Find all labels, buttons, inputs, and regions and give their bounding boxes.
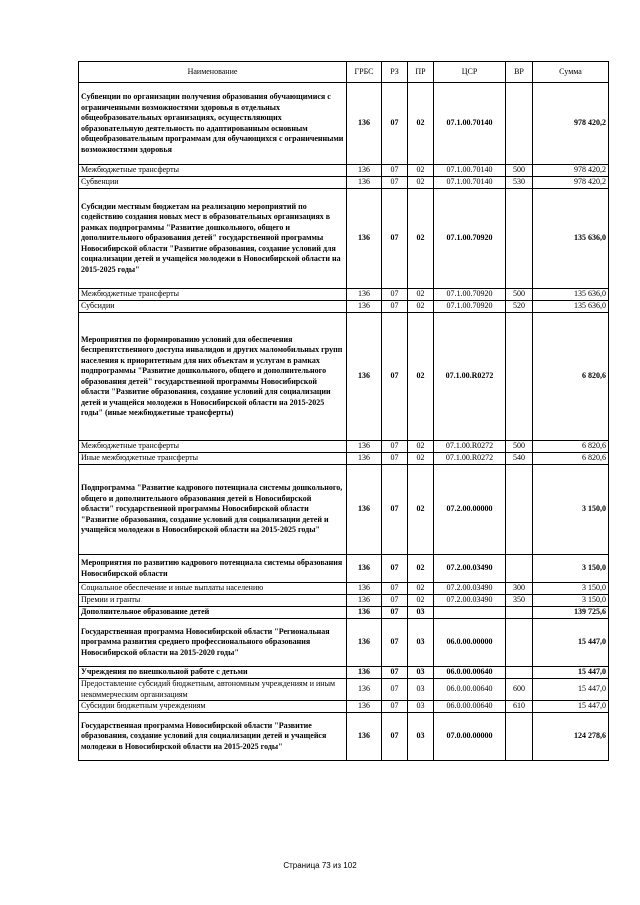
cell-name: Субвенции [79, 177, 347, 189]
cell-csr: 07.2.00.03490 [434, 583, 506, 595]
cell-pr: 02 [408, 301, 434, 313]
cell-name: Субсидии местным бюджетам на реализацию мероприятий по содействию создания новых мест в образовательных организациях в рамках подпрограммы "Развитие дошкольного, общего и дополнительного образования детей" государственной программы Новосибирской области "Развитие образования, создание условий для социализации детей и учащейся молодежи в Новосибирской области на 2015-2025 годы" [79, 189, 347, 289]
header-sum: Сумма [533, 62, 609, 83]
cell-rz: 07 [382, 83, 408, 165]
cell-vr: 520 [506, 301, 533, 313]
cell-vr [506, 555, 533, 583]
cell-sum: 3 150,0 [533, 595, 609, 607]
cell-pr: 02 [408, 313, 434, 441]
header-grbs: ГРБС [347, 62, 382, 83]
cell-vr [506, 713, 533, 761]
cell-rz: 07 [382, 595, 408, 607]
cell-rz: 07 [382, 177, 408, 189]
cell-rz: 07 [382, 441, 408, 453]
cell-vr [506, 465, 533, 555]
cell-grbs: 136 [347, 289, 382, 301]
cell-rz: 07 [382, 465, 408, 555]
cell-csr: 06.0.00.00640 [434, 701, 506, 713]
table-row [79, 453, 609, 465]
cell-pr: 02 [408, 453, 434, 465]
cell-csr: 07.1.00.R0272 [434, 453, 506, 465]
cell-rz: 07 [382, 619, 408, 667]
table-row [79, 465, 609, 555]
cell-sum: 3 150,0 [533, 465, 609, 555]
cell-name: Субвенции по организации получения образования обучающимися с ограниченными возможностями здоровья в отдельных общеобразовательных организациях, осуществляющих образовательную деятельность по адаптированным основным общеобразовательным программам для обучающихся с ограниченными возможностями здоровья [79, 83, 347, 165]
cell-csr: 07.1.00.R0272 [434, 441, 506, 453]
cell-rz: 07 [382, 607, 408, 619]
cell-vr [506, 313, 533, 441]
cell-name: Мероприятия по формированию условий для обеспечения беспрепятственного доступа инвалидов и других маломобильных групп населения к приоритетным для них объектам и услугам в рамках подпрограммы "Развитие дошкольного, общего и дополнительного образования детей" государственной программы Новосибирской области "Развитие образования, создание условий для социализации детей и учащейся молодежи в Новосибирской области на 2015-2025 годы" (иные межбюджетные трансферты) [79, 313, 347, 441]
cell-grbs: 136 [347, 165, 382, 177]
cell-csr: 07.2.00.00000 [434, 465, 506, 555]
cell-rz: 07 [382, 679, 408, 701]
cell-sum: 978 420,2 [533, 177, 609, 189]
cell-pr: 03 [408, 713, 434, 761]
header-pr: ПР [408, 62, 434, 83]
header-name: Наименование [79, 62, 347, 83]
cell-vr: 300 [506, 583, 533, 595]
table-row [79, 313, 609, 441]
cell-name: Премии и гранты [79, 595, 347, 607]
table-row [79, 701, 609, 713]
cell-sum: 135 636,0 [533, 289, 609, 301]
cell-grbs: 136 [347, 189, 382, 289]
cell-vr: 610 [506, 701, 533, 713]
cell-rz: 07 [382, 555, 408, 583]
table-row [79, 713, 609, 761]
cell-rz: 07 [382, 301, 408, 313]
cell-name: Межбюджетные трансферты [79, 441, 347, 453]
cell-csr: 07.2.00.03490 [434, 595, 506, 607]
cell-pr: 02 [408, 83, 434, 165]
cell-name: Субсидии [79, 301, 347, 313]
cell-grbs: 136 [347, 465, 382, 555]
cell-name: Межбюджетные трансферты [79, 165, 347, 177]
cell-csr: 07.0.00.00000 [434, 713, 506, 761]
cell-rz: 07 [382, 289, 408, 301]
table-row [79, 177, 609, 189]
table-row [79, 619, 609, 667]
table-row [79, 83, 609, 165]
cell-grbs: 136 [347, 583, 382, 595]
cell-sum: 139 725,6 [533, 607, 609, 619]
cell-pr: 02 [408, 165, 434, 177]
cell-vr [506, 607, 533, 619]
cell-vr: 540 [506, 453, 533, 465]
cell-grbs: 136 [347, 453, 382, 465]
table-row [79, 189, 609, 289]
cell-sum: 135 636,0 [533, 189, 609, 289]
cell-grbs: 136 [347, 441, 382, 453]
budget-table [78, 61, 609, 761]
cell-pr: 03 [408, 619, 434, 667]
table-row [79, 595, 609, 607]
table-row [79, 667, 609, 679]
cell-grbs: 136 [347, 83, 382, 165]
table-row [79, 301, 609, 313]
cell-name: Субсидии бюджетным учреждениям [79, 701, 347, 713]
cell-sum: 15 447,0 [533, 679, 609, 701]
table-header-row [79, 62, 609, 83]
cell-csr: 07.1.00.70920 [434, 189, 506, 289]
cell-vr: 500 [506, 165, 533, 177]
header-vr: ВР [506, 62, 533, 83]
page-footer: Страница 73 из 102 [283, 861, 357, 870]
cell-pr: 02 [408, 441, 434, 453]
cell-sum: 6 820,6 [533, 441, 609, 453]
cell-name: Социальное обеспечение и иные выплаты населению [79, 583, 347, 595]
cell-pr: 02 [408, 177, 434, 189]
cell-grbs: 136 [347, 667, 382, 679]
cell-csr: 07.2.00.03490 [434, 555, 506, 583]
cell-sum: 6 820,6 [533, 313, 609, 441]
cell-csr: 07.1.00.70140 [434, 165, 506, 177]
header-csr: ЦСР [434, 62, 506, 83]
cell-rz: 07 [382, 701, 408, 713]
cell-sum: 15 447,0 [533, 667, 609, 679]
table-row [79, 583, 609, 595]
table-row [79, 441, 609, 453]
cell-pr: 02 [408, 555, 434, 583]
table-row [79, 555, 609, 583]
cell-vr: 600 [506, 679, 533, 701]
cell-vr: 350 [506, 595, 533, 607]
table-row [79, 679, 609, 701]
cell-name: Государственная программа Новосибирской области "Региональная программа развития среднего профессионального образования Новосибирской области на 2015-2020 годы" [79, 619, 347, 667]
cell-pr: 03 [408, 607, 434, 619]
cell-rz: 07 [382, 583, 408, 595]
cell-csr: 07.1.00.70920 [434, 301, 506, 313]
cell-sum: 6 820,6 [533, 453, 609, 465]
cell-name: Подпрограмма "Развитие кадрового потенциала системы дошкольного, общего и дополнительного образования детей в Новосибирской области" государственной программы Новосибирской области "Развитие образования, создание условий для социализации детей и учащейся молодежи в Новосибирской области на 2015-2025 годы" [79, 465, 347, 555]
cell-sum: 15 447,0 [533, 619, 609, 667]
cell-sum: 15 447,0 [533, 701, 609, 713]
cell-pr: 02 [408, 465, 434, 555]
cell-rz: 07 [382, 453, 408, 465]
cell-name: Межбюджетные трансферты [79, 289, 347, 301]
cell-csr: 07.1.00.70920 [434, 289, 506, 301]
cell-grbs: 136 [347, 607, 382, 619]
cell-vr [506, 667, 533, 679]
cell-vr: 500 [506, 441, 533, 453]
cell-grbs: 136 [347, 679, 382, 701]
budget-sheet [78, 61, 608, 761]
cell-csr: 07.1.00.R0272 [434, 313, 506, 441]
cell-csr: 07.1.00.70140 [434, 83, 506, 165]
cell-name: Предоставление субсидий бюджетным, автономным учреждениям и иным некоммерческим организациям [79, 679, 347, 701]
cell-rz: 07 [382, 189, 408, 289]
cell-grbs: 136 [347, 619, 382, 667]
table-row [79, 165, 609, 177]
cell-name: Дополнительное образование детей [79, 607, 347, 619]
cell-sum: 3 150,0 [533, 555, 609, 583]
cell-sum: 3 150,0 [533, 583, 609, 595]
cell-sum: 124 278,6 [533, 713, 609, 761]
cell-pr: 03 [408, 679, 434, 701]
cell-grbs: 136 [347, 701, 382, 713]
cell-grbs: 136 [347, 713, 382, 761]
table-body [79, 83, 609, 761]
cell-rz: 07 [382, 667, 408, 679]
cell-grbs: 136 [347, 555, 382, 583]
cell-csr: 06.0.00.00640 [434, 667, 506, 679]
cell-pr: 03 [408, 667, 434, 679]
cell-grbs: 136 [347, 313, 382, 441]
cell-grbs: 136 [347, 595, 382, 607]
cell-vr [506, 619, 533, 667]
cell-name: Государственная программа Новосибирской области "Развитие образования, создание условий для социализации детей и учащейся молодежи в Новосибирской области на 2015-2025 годы" [79, 713, 347, 761]
cell-sum: 135 636,0 [533, 301, 609, 313]
cell-grbs: 136 [347, 301, 382, 313]
cell-vr [506, 83, 533, 165]
cell-sum: 978 420,2 [533, 165, 609, 177]
cell-csr: 06.0.00.00000 [434, 619, 506, 667]
cell-csr: 06.0.00.00640 [434, 679, 506, 701]
cell-grbs: 136 [347, 177, 382, 189]
cell-pr: 03 [408, 701, 434, 713]
cell-rz: 07 [382, 165, 408, 177]
cell-pr: 02 [408, 289, 434, 301]
cell-name: Иные межбюджетные трансферты [79, 453, 347, 465]
cell-pr: 02 [408, 189, 434, 289]
cell-csr: 07.1.00.70140 [434, 177, 506, 189]
cell-name: Учреждения по внешкольной работе с детьми [79, 667, 347, 679]
cell-pr: 02 [408, 583, 434, 595]
cell-vr [506, 189, 533, 289]
cell-sum: 978 420,2 [533, 83, 609, 165]
table-row [79, 289, 609, 301]
cell-vr: 530 [506, 177, 533, 189]
cell-pr: 02 [408, 595, 434, 607]
cell-name: Мероприятия по развитию кадрового потенциала системы образования Новосибирской области [79, 555, 347, 583]
cell-rz: 07 [382, 713, 408, 761]
cell-rz: 07 [382, 313, 408, 441]
header-rz: РЗ [382, 62, 408, 83]
cell-vr: 500 [506, 289, 533, 301]
cell-csr [434, 607, 506, 619]
table-row [79, 607, 609, 619]
